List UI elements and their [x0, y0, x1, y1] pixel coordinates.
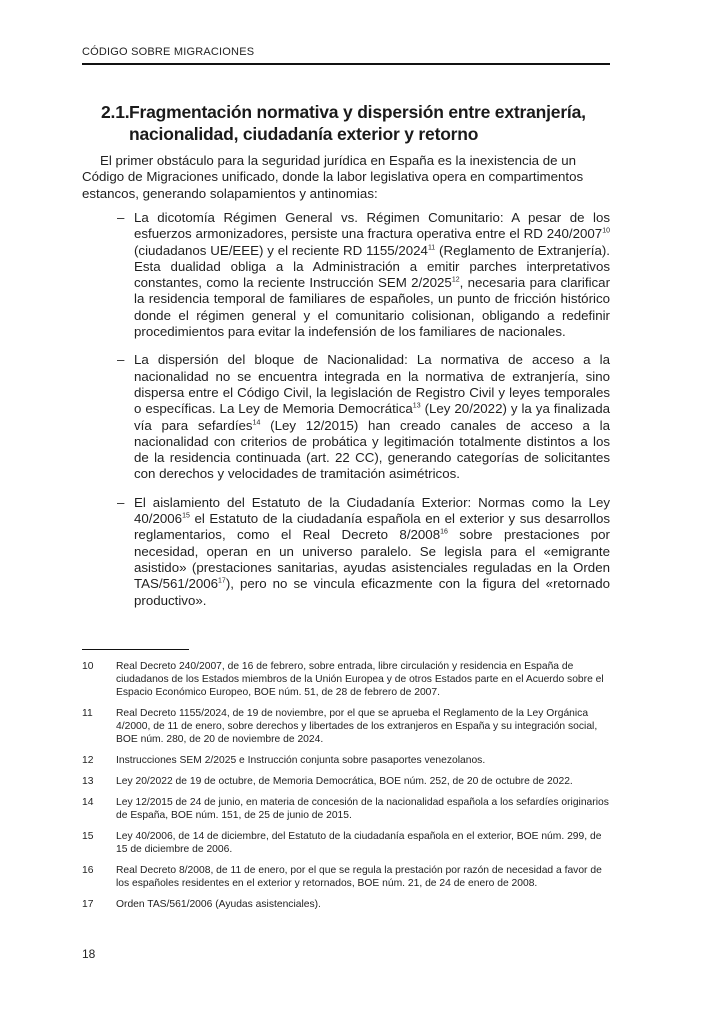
- section-title-line2: nacionalidad, ciudadanía exterior y retorno: [129, 124, 479, 144]
- section-title-line1: Fragmentación normativa y dispersión entre extranjería,: [129, 102, 586, 122]
- section-title: [101, 101, 601, 145]
- running-header: CÓDIGO SOBRE MIGRACIONES: [82, 46, 255, 58]
- bullet-dash: –: [117, 494, 125, 510]
- footnote-item: [82, 754, 610, 767]
- footnote-number: 11: [82, 708, 93, 719]
- bullet-text: El aislamiento del Estatuto de la Ciudadanía Exterior: Normas como la Ley 40/2006: [134, 494, 610, 527]
- bullet-dash: –: [117, 210, 125, 225]
- footnote-ref: 13: [412, 402, 421, 410]
- bullet-item: [117, 210, 610, 340]
- bullet-text: ), pero no se vincula eficazmente con la figura del «retornado productivo».: [134, 576, 610, 608]
- footnote-text: Real Decreto 8/2008, de 11 de enero, por el que se regula la prestación por razón de necesidad a favor de los españoles residentes en el exterior y retornados, BOE núm. 21, de 24 de enero de 2008.: [116, 865, 602, 889]
- footnote-number: 13: [82, 776, 94, 787]
- bullet-text: , necesaria para clarificar la residencia temporal de familiares de españoles, un punto de fricción histórico donde el régimen general y el comunitario colisionan, obligando a redefinir procedimientos para evitar la indefensión de los familiares de nacionales.: [134, 275, 610, 340]
- footnote-item: [82, 660, 610, 699]
- section-number: 2.1.: [101, 102, 130, 122]
- footnote-number: 14: [82, 797, 94, 808]
- footnote-text: Ley 20/2022 de 19 de octubre, de Memoria Democrática, BOE núm. 252, de 20 de octubre de 2022.: [116, 776, 573, 787]
- footnote-item: [82, 830, 610, 856]
- bullet-text: La dicotomía Régimen General vs. Régimen Comunitario: A pesar de los esfuerzos armonizadores, persiste una fractura operativa entre el RD 240/2007: [134, 210, 610, 242]
- footnote-ref: 15: [182, 512, 190, 520]
- footnote-item: [82, 775, 610, 788]
- footnote-item: [82, 707, 610, 746]
- bullet-text: sobre prestaciones por necesidad, operan en un universo paralelo. Se legisla para el «emigrante asistido» (prestaciones sanitarias, ayudas asistenciales reguladas en la Orden TAS/561/2006: [134, 527, 610, 592]
- bullet-text: (ciudadanos UE/EEE) y el reciente RD 1155/2024: [134, 242, 428, 258]
- footnote-item: [82, 898, 610, 911]
- bullet-dash: –: [117, 352, 125, 368]
- footnote-number: 16: [82, 865, 94, 876]
- footnote-text: Ley 40/2006, de 14 de diciembre, del Estatuto de la ciudadanía española en el exterior, BOE núm. 299, de 15 de diciembre de 2006.: [116, 831, 602, 855]
- bullet-text: (Reglamento de Extranjería). Esta dualidad obliga a la Administración a emitir parches interpretativos constantes, como la reciente Instrucción SEM 2/2025: [134, 242, 611, 291]
- footnote-ref: 12: [451, 276, 460, 284]
- bullet-text: La dispersión del bloque de Nacionalidad: La normativa de acceso a la nacionalidad no se encuentra integrada en la normativa de extranjería, sino dispersa entre el Código Civil, la legislación de Registro Civil y leyes temporales o específicas. La Ley de Memoria Democrática: [134, 352, 610, 417]
- footnote-list: [82, 660, 610, 919]
- footnote-text: Real Decreto 1155/2024, de 19 de noviembre, por el que se aprueba el Reglamento de la Ley Orgánica 4/2000, de 11 de enero, sobre derechos y libertades de los extranjeros en España y su integración social, BOE núm. 280, de 20 de noviembre de 2024.: [116, 708, 598, 745]
- footnote-ref: 11: [427, 244, 436, 252]
- footnote-item: [82, 796, 610, 822]
- footnote-number: 12: [82, 755, 94, 766]
- footnote-number: 17: [82, 899, 94, 910]
- footnote-text: Orden TAS/561/2006 (Ayudas asistenciales).: [116, 899, 321, 910]
- bullet-text: (Ley 20/2022) y la ya finalizada vía para sefardíes: [134, 401, 610, 433]
- footnote-ref: 17: [218, 577, 226, 585]
- footnote-number: 10: [82, 661, 94, 672]
- footnote-ref: 14: [252, 419, 261, 427]
- page-number: 18: [82, 947, 96, 961]
- bullet-item: [117, 495, 610, 609]
- footnote-number: 15: [82, 831, 94, 842]
- footnote-text: Instrucciones SEM 2/2025 e Instrucción conjunta sobre pasaportes venezolanos.: [116, 755, 486, 766]
- bullet-list: [117, 210, 610, 621]
- footnote-text: Ley 12/2015 de 24 de junio, en materia de concesión de la nacionalidad española a los sefardíes originarios de España, BOE núm. 151, de 25 de junio de 2015.: [116, 797, 609, 821]
- footnote-divider: [82, 649, 189, 650]
- bullet-text: (Ley 12/2015) han creado canales de acceso a la nacionalidad con criterios de probática y legitimación totalmente distintos a los de la residencia continuada (art. 22 CC), generando categorías de solicitantes con derechos y velocidades de tramitación asimétricos.: [134, 417, 611, 482]
- bullet-item: [117, 352, 610, 482]
- footnote-ref: 10: [602, 227, 610, 235]
- footnote-item: [82, 864, 610, 890]
- header-divider: [82, 63, 610, 65]
- footnote-text: Real Decreto 240/2007, de 16 de febrero, sobre entrada, libre circulación y residencia en España de ciudadanos de los Estados miembros de la Unión Europea y de otros Estados parte en el Acuerdo sobre el Espacio Económico Europeo, BOE núm. 51, de 28 de febrero de 2007.: [116, 661, 604, 698]
- intro-paragraph: El primer obstáculo para la seguridad jurídica en España es la inexistencia de un Código de Migraciones unificado, donde la labor legislativa opera en compartimentos estancos, generando solapamientos y antinomias:: [82, 153, 584, 201]
- bullet-text: el Estatuto de la ciudadanía española en el exterior y sus desarrollos reglamentarios, como el Real Decreto 8/2008: [134, 511, 610, 543]
- footnote-ref: 16: [440, 528, 448, 536]
